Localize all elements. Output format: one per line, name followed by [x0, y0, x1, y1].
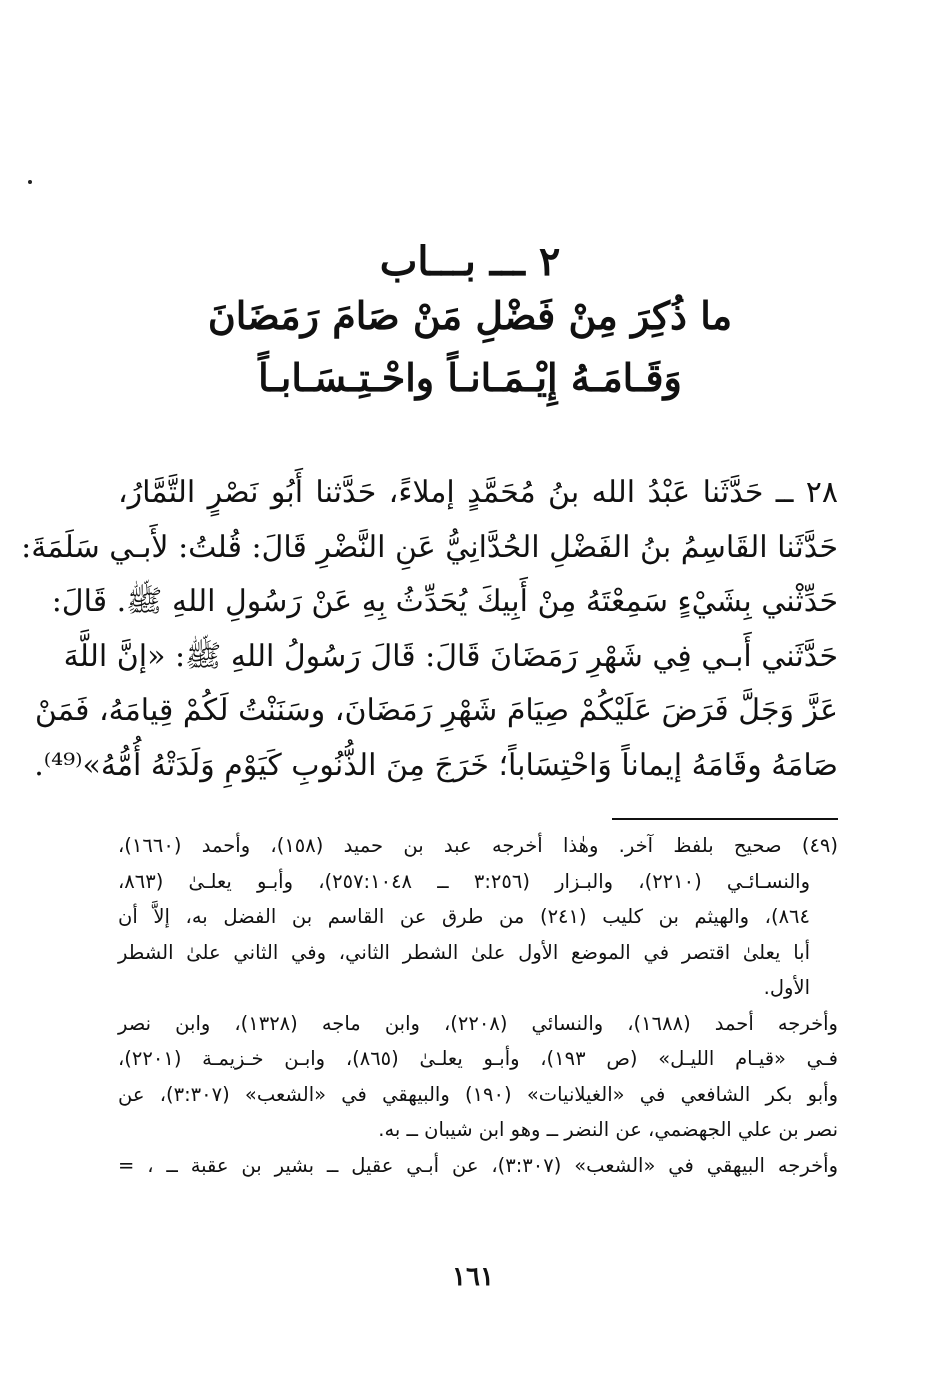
chapter-number-heading: ٢ ـــ بـــاب [379, 238, 561, 285]
chapter-title-line-1: ما ذُكِرَ مِنْ فَضْلِ مَنْ صَامَ رَمَضَانَ [207, 293, 733, 338]
hadith-line: ٢٨ ــ حَدَّثَنا عَبْدُ الله بنُ مُحَمَّدٍ إملاءً، حَدَّثنا أَبُو نَصْرٍ التَّمَّارُ، [118, 475, 838, 510]
footnote-line: والنسـائـي (٢٢١٠)، والبـزار (٣:٢٥٦ ــ ٢٥٧:١٠٤٨)، وأبـو يعلـىٰ (٨٦٣، [118, 869, 810, 893]
footnote-line: وأخرجه البيهقي في «الشعب» (٣:٣٠٧)، عن أبـي عقيل ــ بشير بن عقبة ــ ، = [118, 1153, 838, 1177]
hadith-line: عَزَّ وَجَلَّ فَرَضَ عَلَيْكُمْ صِيَامَ شَهْرِ رَمَضَانَ، وسَنَنْتُ لَكُمْ قِيامَهُ، فَمَنْ [34, 693, 838, 728]
footnote-line: أبا يعلىٰ اقتصر في الموضع الأول علىٰ الشطر الثاني، وفي الثاني علىٰ الشطر [118, 940, 810, 964]
page-number: ١٦١ [452, 1262, 494, 1292]
hadith-line: حَدَّثَنا القَاسِمُ بنُ الفَضْلِ الحُدَّانِيُّ عَنِ النَّضْرِ قَالَ: قُلتُ: لأَبـي سَلَمَةَ: [21, 529, 838, 565]
footnotes [118, 828, 838, 1183]
scan-speck [28, 180, 32, 184]
footnote-line: وأبو بكر الشافعي في «الغيلانيات» (١٩٠) والبيهقي في «الشعب» (٣:٣٠٧)، عن [118, 1082, 839, 1106]
hadith-line: حَدِّثْني بِشَيْءٍ سَمِعْتَهُ مِنْ أَبِيكَ يُحَدِّثُ بِهِ عَنْ رَسُولِ اللهِ ﷺ. قَالَ: [51, 584, 838, 619]
hadith-line: صَامَهُ وقَامَهُ إيماناً وَاحْتِسَاباً؛ خَرَجَ مِنَ الذُّنُوبِ كَيَوْمِ وَلَدَتْهُ أُمُّهُ»⁽⁴⁹⁾. [34, 747, 838, 783]
footnote-line: فـي «قيـام الليـل» (ص ١٩٣)، وأبـو يعلـىٰ (٨٦٥)، وابـن خـزيمـة (٢٢٠١)، [118, 1047, 838, 1070]
footnote-line: نصر بن علي الجهضمي، عن النضر ــ وهو ابن شيبان ــ به. [378, 1118, 838, 1141]
hadith-text [21, 466, 838, 793]
footnote-separator [612, 818, 838, 820]
hadith-line: حَدَّثَني أَبـي فِي شَهْرِ رَمَضَانَ قَالَ: قَالَ رَسُولُ اللهِ ﷺ: «إنَّ اللَّهَ [63, 638, 838, 674]
footnote-line: وأخرجه أحمد (١٦٨٨)، والنسائي (٢٢٠٨)، وابن ماجه (١٣٢٨)، وابن نصر [118, 1011, 838, 1035]
chapter-title-line-2: وَقَـامَـهُ إِيْـمَـانـاً واحْـتِـسَـابـاً [258, 355, 682, 400]
footnote-line: (٤٩) صحيح بلفظ آخر. وهٰذا أخرجه عبد بن حميد (١٥٨)، وأحمد (١٦٦٠)، [118, 834, 839, 857]
footnote-line: الأول. [763, 976, 810, 999]
footnote-line: ٨٦٤)، والهيثم بن كليب (٢٤١) من طرق عن القاسم بن الفضل به، إلاَّ أن [118, 905, 810, 928]
